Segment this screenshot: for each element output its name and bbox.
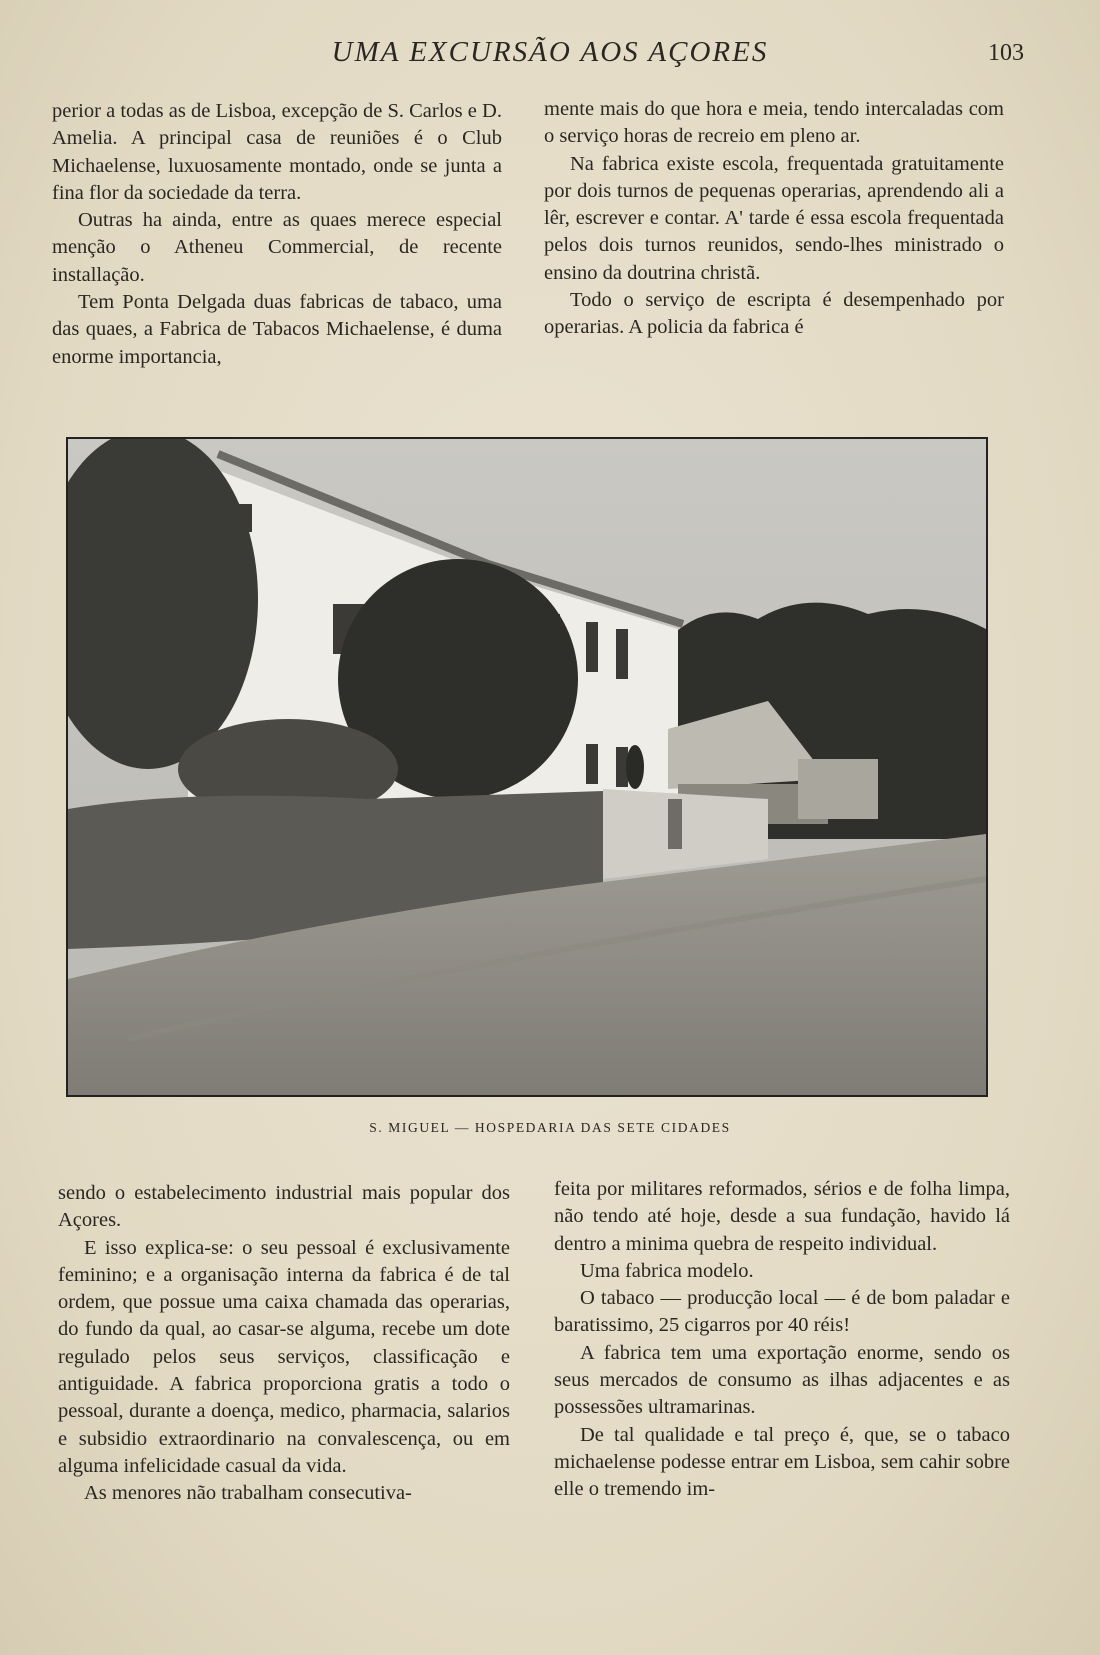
paragraph: E isso explica-se: o seu pessoal é exclusivamente feminino; e a organisação interna da fabrica é de tal ordem, que possue uma caixa chamada das operarias, do fundo da qual, ao casar-se alguma, recebe um dote regulado pelos seus serviços, classificação e antiguidade. A fabrica proporciona gratis a todo o pessoal, durante a doença, medico, pharmacia, salarios e subsidio extraordinario na convalescença, ou em alguma infelicidade casual da vida. [58,1236,510,1477]
top-right-column [544,96,1004,342]
page-number: 103 [988,40,1024,66]
paragraph: A fabrica tem uma exportação enorme, sendo os seus mercados de consumo as ilhas adjacentes e as possessões ultramarinas. [554,1341,1010,1419]
window [616,629,628,679]
paragraph: Outras ha ainda, entre as quaes merece especial menção o Atheneu Commercial, de recente installação. [52,209,502,286]
photograph-hospedaria [66,437,988,1097]
paragraph: Todo o serviço de escripta é desempenhado por operarias. A policia da fabrica é [544,289,1004,339]
person [626,745,644,789]
paragraph: feita por militares reformados, sérios e de folha limpa, não tendo até hoje, desde a sua fundação, havido lá dentro a minima quebra de respeito individual. [554,1178,1010,1255]
annex [798,759,878,819]
paragraph: De tal qualidade e tal preço é, que, se o tabaco michaelense podesse entrar em Lisboa, sem cahir sobre elle o tremendo im- [554,1423,1010,1501]
paragraph: sendo o estabelecimento industrial mais popular dos Açores. [58,1182,510,1232]
running-title: UMA EXCURSÃO AOS AÇORES [331,36,769,68]
bottom-left-column [58,1180,510,1508]
paragraph: perior a todas as de Lisboa, excepção de S. Carlos e D. Amelia. A principal casa de reuniões é o Club Michaelense, luxuosamente montado, onde se junta a fina flor da sociedade da terra. [52,100,502,204]
top-left-column [52,98,502,371]
paragraph: mente mais do que hora e meia, tendo intercaladas com o serviço horas de recreio em pleno ar. [544,98,1004,148]
window [586,622,598,672]
bottom-right-column [554,1176,1010,1504]
gate [668,799,682,849]
paragraph: O tabaco — producção local — é de bom paladar e baratissimo, 25 cigarros por 40 réis! [554,1287,1010,1337]
window [586,744,598,784]
photograph-illustration [68,439,986,1095]
paragraph: Uma fabrica modelo. [580,1259,754,1282]
paragraph: As menores não trabalham consecutiva- [84,1482,412,1505]
paragraph: Tem Ponta Delgada duas fabricas de tabaco, uma das quaes, a Fabrica de Tabacos Michaelense, é duma enorme importancia, [52,291,502,368]
paragraph: Na fabrica existe escola, frequentada gratuitamente por dois turnos de pequenas operarias, aprendendo ali a lêr, escrever e contar. A' tarde é essa escola frequentada pelos dois turnos reunidos, sendo-lhes ministrado o ensino da doutrina christã. [544,152,1004,284]
photo-caption: S. MIGUEL — HOSPEDARIA DAS SETE CIDADES [369,1120,731,1135]
